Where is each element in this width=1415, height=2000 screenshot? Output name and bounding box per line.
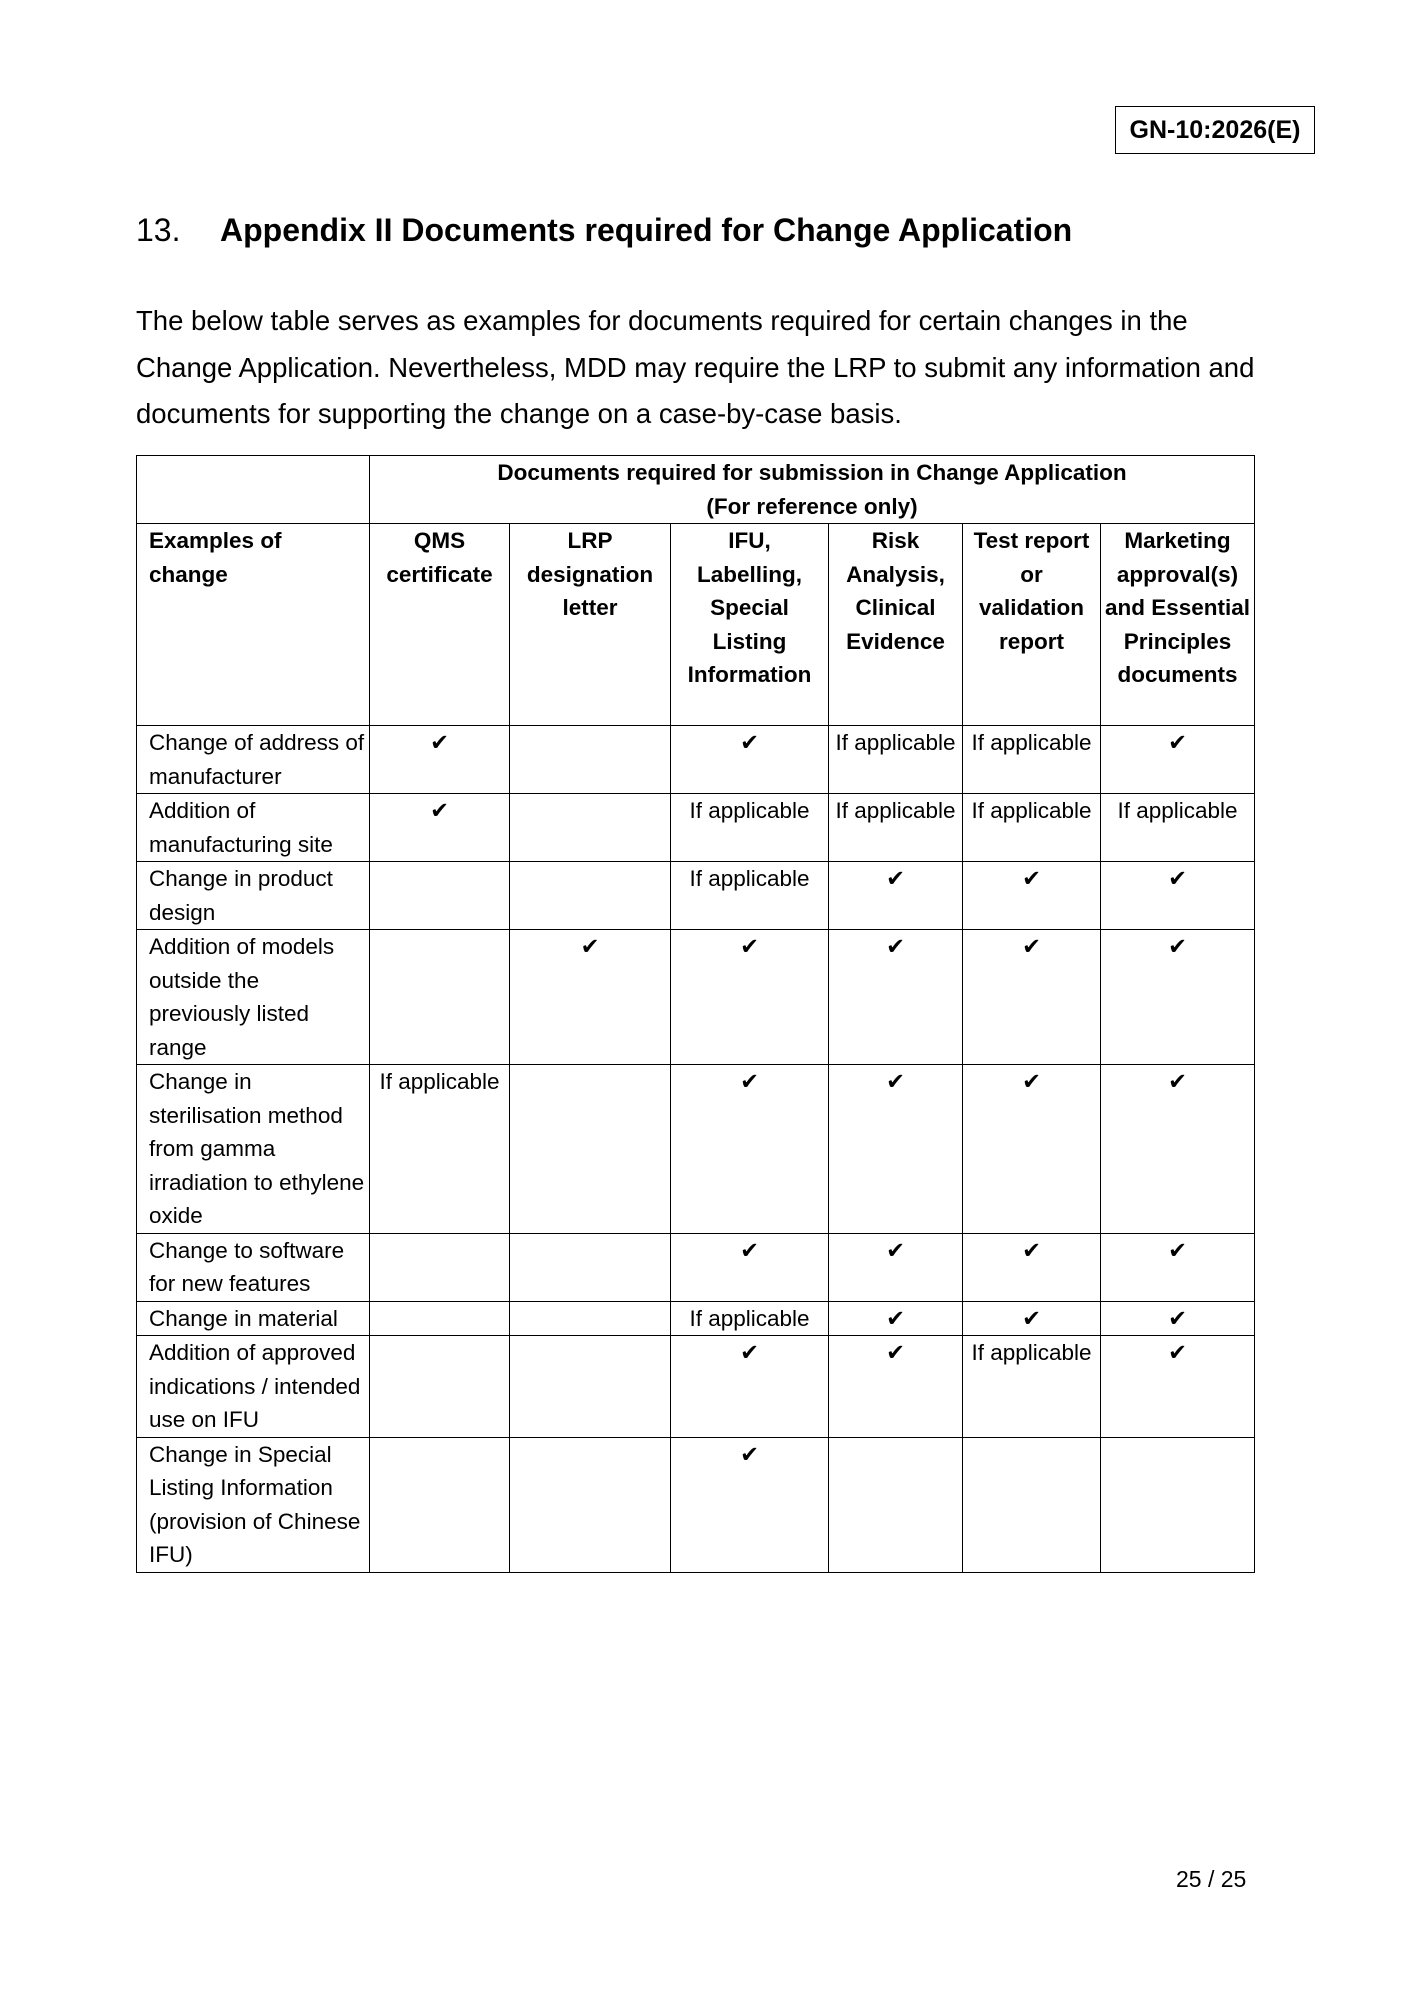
table-row xyxy=(137,930,1255,1065)
column-header: QMS certificate xyxy=(370,524,510,726)
checkmark-cell: ✔ xyxy=(963,1301,1101,1336)
checkmark-cell: ✔ xyxy=(1101,930,1255,1065)
table-row xyxy=(137,862,1255,930)
change-example-cell: Change of address of manufacturer xyxy=(137,726,370,794)
page-number xyxy=(1176,1866,1246,1893)
checkmark-cell: ✔ xyxy=(671,1437,829,1572)
checkmark-cell: ✔ xyxy=(1101,1301,1255,1336)
change-example-cell: Addition of approved indications / intended use on IFU xyxy=(137,1336,370,1438)
requirement-cell xyxy=(510,726,671,794)
requirement-cell xyxy=(829,1437,963,1572)
checkmark-cell: ✔ xyxy=(671,1336,829,1438)
document-code-box xyxy=(1115,106,1315,154)
checkmark-cell: ✔ xyxy=(829,1233,963,1301)
checkmark-cell: ✔ xyxy=(671,1233,829,1301)
checkmark-cell: ✔ xyxy=(963,930,1101,1065)
column-header: Marketing approval(s) and Essential Principles documents xyxy=(1101,524,1255,726)
checkmark-cell: ✔ xyxy=(829,930,963,1065)
checkmark-cell: ✔ xyxy=(829,862,963,930)
checkmark-cell: ✔ xyxy=(963,1233,1101,1301)
requirement-cell xyxy=(510,1301,671,1336)
table-row xyxy=(137,1336,1255,1438)
checkmark-cell: ✔ xyxy=(1101,862,1255,930)
group-header-line1: Documents required for submission in Change Application xyxy=(497,460,1127,485)
requirement-cell xyxy=(370,1233,510,1301)
document-code: GN-10:2026(E) xyxy=(1129,115,1301,144)
requirement-cell xyxy=(510,1065,671,1234)
checkmark-cell: ✔ xyxy=(671,930,829,1065)
requirement-cell: If applicable xyxy=(671,1301,829,1336)
change-example-cell: Change in material xyxy=(137,1301,370,1336)
checkmark-cell: ✔ xyxy=(963,1065,1101,1234)
table-row xyxy=(137,1233,1255,1301)
requirement-cell xyxy=(510,862,671,930)
column-header: IFU, Labelling, Special Listing Information xyxy=(671,524,829,726)
requirement-cell: If applicable xyxy=(963,726,1101,794)
requirement-cell: If applicable xyxy=(963,1336,1101,1438)
table-row xyxy=(137,1301,1255,1336)
change-example-cell: Change in Special Listing Information (provision of Chinese IFU) xyxy=(137,1437,370,1572)
group-header-line2: (For reference only) xyxy=(706,493,918,519)
checkmark-cell: ✔ xyxy=(1101,1233,1255,1301)
requirement-cell: If applicable xyxy=(370,1065,510,1234)
page-current: 25 xyxy=(1176,1866,1202,1892)
requirement-cell xyxy=(370,1301,510,1336)
requirement-cell: If applicable xyxy=(829,794,963,862)
checkmark-cell: ✔ xyxy=(510,930,671,1065)
requirement-cell: If applicable xyxy=(963,794,1101,862)
requirement-cell xyxy=(963,1437,1101,1572)
section-title: Appendix II Documents required for Change Application xyxy=(220,212,1073,248)
change-example-cell: Change in product design xyxy=(137,862,370,930)
page-separator: / xyxy=(1207,1866,1215,1892)
column-header-row xyxy=(137,524,1255,726)
checkmark-cell: ✔ xyxy=(370,794,510,862)
requirement-cell: If applicable xyxy=(1101,794,1255,862)
change-example-cell: Addition of models outside the previously listed range xyxy=(137,930,370,1065)
requirement-cell: If applicable xyxy=(671,862,829,930)
column-header: Examples of change xyxy=(137,524,370,726)
checkmark-cell: ✔ xyxy=(829,1336,963,1438)
checkmark-cell: ✔ xyxy=(1101,1336,1255,1438)
checkmark-cell: ✔ xyxy=(829,1301,963,1336)
intro-paragraph: The below table serves as examples for documents required for certain changes in the Change Application. Nevertheless, MDD may require the LRP to submit any information and documents for supporting the change on a case-by-case basis. xyxy=(136,305,1255,429)
change-example-cell: Addition of manufacturing site xyxy=(137,794,370,862)
requirement-cell xyxy=(370,862,510,930)
section-heading xyxy=(136,212,1072,249)
checkmark-cell: ✔ xyxy=(829,1065,963,1234)
requirement-cell: If applicable xyxy=(671,794,829,862)
column-header: LRP designation letter xyxy=(510,524,671,726)
checkmark-cell: ✔ xyxy=(1101,1065,1255,1234)
section-number: 13. xyxy=(136,212,181,248)
documents-table xyxy=(136,455,1255,1573)
table-row xyxy=(137,1437,1255,1572)
requirement-cell xyxy=(370,930,510,1065)
requirement-cell xyxy=(370,1437,510,1572)
column-header: Test report or validation report xyxy=(963,524,1101,726)
empty-header-cell xyxy=(137,456,370,524)
table-row xyxy=(137,1065,1255,1234)
change-example-cell: Change in sterilisation method from gamma irradiation to ethylene oxide xyxy=(137,1065,370,1234)
group-header-row xyxy=(137,456,1255,524)
requirement-cell xyxy=(510,1437,671,1572)
change-example-cell: Change to software for new features xyxy=(137,1233,370,1301)
checkmark-cell: ✔ xyxy=(1101,726,1255,794)
checkmark-cell: ✔ xyxy=(671,1065,829,1234)
checkmark-cell: ✔ xyxy=(370,726,510,794)
table-row xyxy=(137,794,1255,862)
requirement-cell xyxy=(510,794,671,862)
requirement-cell xyxy=(1101,1437,1255,1572)
requirement-cell xyxy=(370,1336,510,1438)
requirement-cell xyxy=(510,1336,671,1438)
table-body xyxy=(137,726,1255,1573)
page-total: 25 xyxy=(1220,1866,1247,1892)
requirement-cell: If applicable xyxy=(829,726,963,794)
column-header: Risk Analysis, Clinical Evidence xyxy=(829,524,963,726)
checkmark-cell: ✔ xyxy=(671,726,829,794)
table-row xyxy=(137,726,1255,794)
group-header-cell xyxy=(370,456,1255,524)
checkmark-cell: ✔ xyxy=(963,862,1101,930)
requirement-cell xyxy=(510,1233,671,1301)
